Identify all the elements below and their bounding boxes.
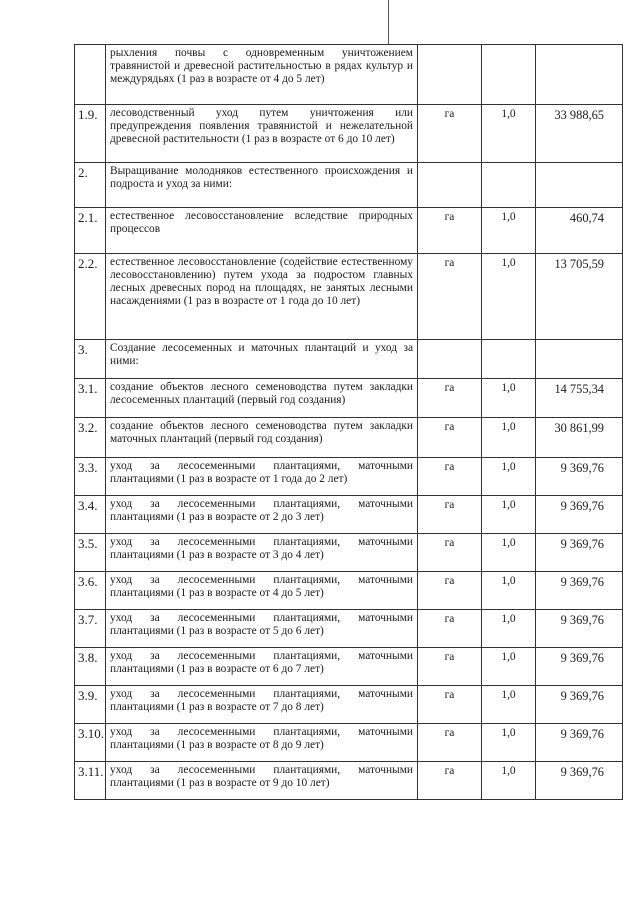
row-unit: га <box>418 724 482 762</box>
row-description: уход за лесосеменными плантациями, маточными плантациями (1 раз в возрасте от 9 до 10 лет) <box>106 762 418 800</box>
row-number: 3.7. <box>75 610 106 648</box>
row-price <box>536 340 623 379</box>
row-description: Выращивание молодняков естественного происхождения и подроста и уход за ними: <box>106 163 418 208</box>
row-description: уход за лесосеменными плантациями, маточными плантациями (1 раз в возрасте от 2 до 3 лет) <box>106 496 418 534</box>
row-quantity <box>482 163 536 208</box>
table-row <box>75 724 623 762</box>
table-row <box>75 762 623 800</box>
table-row <box>75 340 623 379</box>
scan-margin-line <box>388 0 389 44</box>
row-quantity: 1,0 <box>482 648 536 686</box>
row-number: 3.9. <box>75 686 106 724</box>
table-row <box>75 208 623 254</box>
row-price: 9 369,76 <box>536 648 623 686</box>
row-unit: га <box>418 686 482 724</box>
row-unit: га <box>418 762 482 800</box>
row-description: рыхления почвы с одновременным уничтожением травянистой и древесной растительностью в рядах культур и междурядьях (1 раз в возрасте от 4 до 5 лет) <box>106 45 418 105</box>
row-description: лесоводственный уход путем уничтожения или предупреждения появления травянистой и нежелательной древесной растительности (1 раз в возрасте от 6 до 10 лет) <box>106 105 418 163</box>
row-description: естественное лесовосстановление (содействие естественному лесовосстановлению) путем ухода за подростом главных лесных древесных пород на площадях, не занятых лесными насаждениями (1 раз в возрасте от 1 года до 10 лет) <box>106 254 418 340</box>
row-description: уход за лесосеменными плантациями, маточными плантациями (1 раз в возрасте от 1 года до 2 лет) <box>106 458 418 496</box>
row-description: создание объектов лесного семеноводства путем закладки маточных плантаций (первый год создания) <box>106 418 418 458</box>
row-number: 3.8. <box>75 648 106 686</box>
row-unit: га <box>418 534 482 572</box>
table-row <box>75 254 623 340</box>
row-price: 14 755,34 <box>536 379 623 418</box>
row-quantity: 1,0 <box>482 379 536 418</box>
row-unit <box>418 340 482 379</box>
table-row <box>75 496 623 534</box>
row-unit: га <box>418 208 482 254</box>
row-unit: га <box>418 572 482 610</box>
row-quantity: 1,0 <box>482 686 536 724</box>
row-number: 2.2. <box>75 254 106 340</box>
row-description: уход за лесосеменными плантациями, маточными плантациями (1 раз в возрасте от 6 до 7 лет) <box>106 648 418 686</box>
row-description: уход за лесосеменными плантациями, маточными плантациями (1 раз в возрасте от 8 до 9 лет) <box>106 724 418 762</box>
table-row <box>75 686 623 724</box>
row-price: 9 369,76 <box>536 496 623 534</box>
row-unit <box>418 45 482 105</box>
row-quantity: 1,0 <box>482 105 536 163</box>
table-row <box>75 163 623 208</box>
row-unit: га <box>418 496 482 534</box>
row-number: 3.1. <box>75 379 106 418</box>
row-unit: га <box>418 610 482 648</box>
row-unit: га <box>418 105 482 163</box>
row-description: уход за лесосеменными плантациями, маточными плантациями (1 раз в возрасте от 4 до 5 лет) <box>106 572 418 610</box>
row-price: 9 369,76 <box>536 686 623 724</box>
row-price: 33 988,65 <box>536 105 623 163</box>
row-price: 9 369,76 <box>536 458 623 496</box>
row-quantity <box>482 45 536 105</box>
row-price: 9 369,76 <box>536 572 623 610</box>
row-number: 1.9. <box>75 105 106 163</box>
row-number: 3.11. <box>75 762 106 800</box>
row-quantity <box>482 340 536 379</box>
row-number: 3.3. <box>75 458 106 496</box>
row-price: 9 369,76 <box>536 534 623 572</box>
row-price: 13 705,59 <box>536 254 623 340</box>
row-unit: га <box>418 379 482 418</box>
row-quantity: 1,0 <box>482 610 536 648</box>
row-unit <box>418 163 482 208</box>
row-number: 2.1. <box>75 208 106 254</box>
row-price: 9 369,76 <box>536 724 623 762</box>
row-quantity: 1,0 <box>482 496 536 534</box>
row-unit: га <box>418 418 482 458</box>
row-description: Создание лесосеменных и маточных плантаций и уход за ними: <box>106 340 418 379</box>
table-row <box>75 648 623 686</box>
table-row <box>75 610 623 648</box>
table-row <box>75 105 623 163</box>
row-quantity: 1,0 <box>482 534 536 572</box>
row-description: естественное лесовосстановление вследствие природных процессов <box>106 208 418 254</box>
row-price <box>536 163 623 208</box>
row-price: 460,74 <box>536 208 623 254</box>
row-unit: га <box>418 648 482 686</box>
row-description: создание объектов лесного семеноводства путем закладки лесосеменных плантаций (первый год создания) <box>106 379 418 418</box>
row-price <box>536 45 623 105</box>
row-quantity: 1,0 <box>482 572 536 610</box>
table-row <box>75 534 623 572</box>
rates-table-body <box>75 45 623 800</box>
rates-table <box>74 44 623 800</box>
table-row <box>75 458 623 496</box>
row-price: 30 861,99 <box>536 418 623 458</box>
row-number: 3.4. <box>75 496 106 534</box>
row-number: 3.10. <box>75 724 106 762</box>
row-quantity: 1,0 <box>482 458 536 496</box>
table-row <box>75 572 623 610</box>
row-quantity: 1,0 <box>482 724 536 762</box>
row-unit: га <box>418 458 482 496</box>
row-number: 3.2. <box>75 418 106 458</box>
table-row <box>75 45 623 105</box>
row-price: 9 369,76 <box>536 762 623 800</box>
table-row <box>75 379 623 418</box>
row-description: уход за лесосеменными плантациями, маточными плантациями (1 раз в возрасте от 7 до 8 лет) <box>106 686 418 724</box>
row-number: 3.6. <box>75 572 106 610</box>
table-row <box>75 418 623 458</box>
row-quantity: 1,0 <box>482 254 536 340</box>
row-quantity: 1,0 <box>482 208 536 254</box>
row-quantity: 1,0 <box>482 418 536 458</box>
row-description: уход за лесосеменными плантациями, маточными плантациями (1 раз в возрасте от 5 до 6 лет) <box>106 610 418 648</box>
row-unit: га <box>418 254 482 340</box>
row-description: уход за лесосеменными плантациями, маточными плантациями (1 раз в возрасте от 3 до 4 лет) <box>106 534 418 572</box>
row-number: 3.5. <box>75 534 106 572</box>
row-price: 9 369,76 <box>536 610 623 648</box>
row-number: 2. <box>75 163 106 208</box>
row-number: 3. <box>75 340 106 379</box>
row-quantity: 1,0 <box>482 762 536 800</box>
row-number <box>75 45 106 105</box>
